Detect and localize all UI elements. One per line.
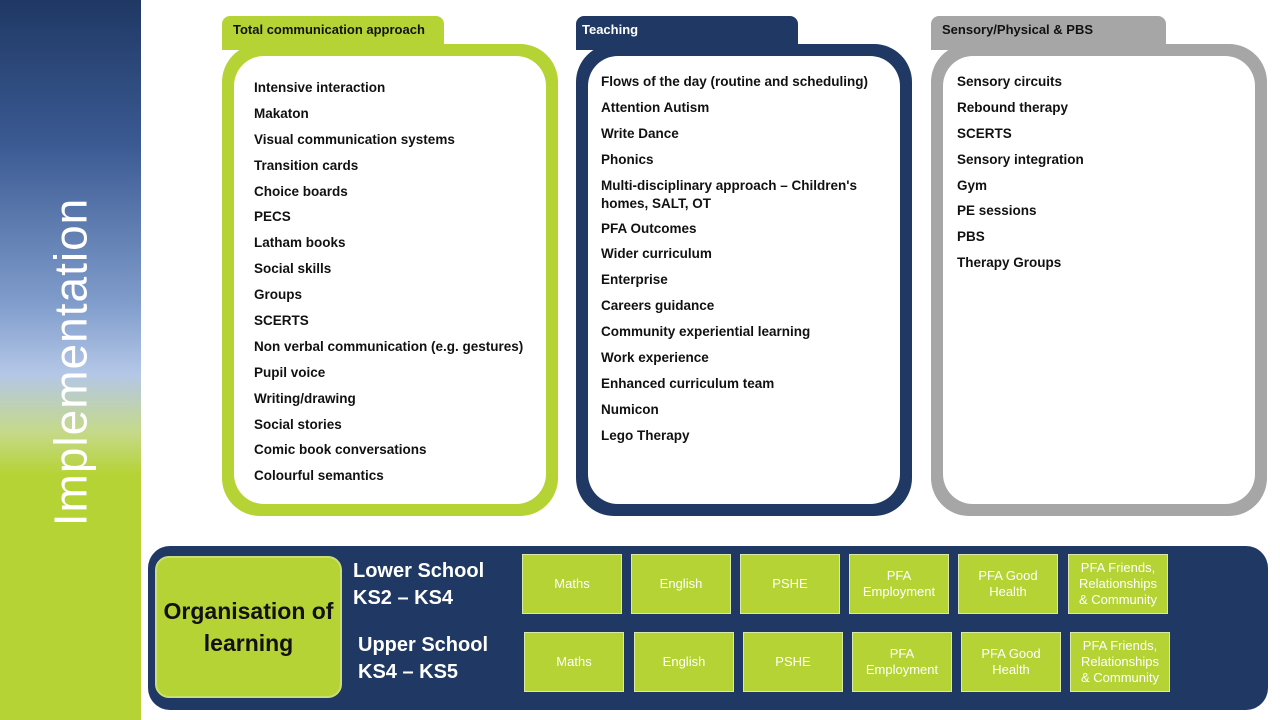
side-title: Implementation <box>44 197 97 527</box>
list-item: Community experiential learning <box>601 324 811 340</box>
subject-box <box>631 554 731 614</box>
subject-box <box>961 632 1061 692</box>
subject-box <box>1068 554 1168 614</box>
list-item: Comic book conversations <box>254 442 427 458</box>
teaching-list <box>601 69 891 449</box>
subject-box <box>958 554 1058 614</box>
list-item: Lego Therapy <box>601 427 690 443</box>
lower-school-label <box>353 558 484 612</box>
subject-label: PFA Employment <box>862 568 936 599</box>
subject-label: PFA Good Health <box>981 646 1041 677</box>
list-item: Wider curriculum <box>601 246 712 262</box>
list-item: Social stories <box>254 416 342 432</box>
list-item: Writing/drawing <box>254 390 356 406</box>
panel-sensory-physical-pbs <box>931 16 1267 516</box>
list-item: Multi-disciplinary approach – Children's homes, SALT, OT <box>601 177 858 211</box>
subject-label: English <box>662 654 706 669</box>
subject-box <box>743 632 843 692</box>
panel-title-teaching: Teaching <box>576 16 798 50</box>
list-item: Phonics <box>601 151 654 167</box>
list-item: Intensive interaction <box>254 80 386 95</box>
subject-box <box>634 632 734 692</box>
subject-label: PFA Good Health <box>978 568 1038 599</box>
subject-box <box>849 554 949 614</box>
list-item: Social skills <box>254 261 332 277</box>
list-item: Transition cards <box>254 157 359 173</box>
organisation-label: Organisation of learning <box>163 598 334 656</box>
list-item: Attention Autism <box>601 99 710 115</box>
list-item: Enterprise <box>601 272 668 288</box>
panel-title-sensory: Sensory/Physical & PBS <box>931 16 1166 50</box>
list-item: SCERTS <box>254 313 309 329</box>
row-name: Upper School <box>358 634 489 656</box>
list-item: Flows of the day (routine and scheduling) <box>601 74 869 89</box>
side-title-wrap <box>0 0 141 720</box>
subject-box <box>740 554 840 614</box>
panel-total-communication <box>222 16 558 516</box>
list-item: PFA Outcomes <box>601 220 697 236</box>
row-key-stages: KS2 – KS4 <box>353 587 454 609</box>
list-item: Colourful semantics <box>254 468 384 484</box>
organisation-of-learning-box <box>155 556 342 698</box>
list-item: Write Dance <box>601 125 679 141</box>
subject-label: PFA Employment <box>865 646 939 677</box>
subject-box <box>524 632 624 692</box>
list-item: Choice boards <box>254 183 348 199</box>
list-item: Careers guidance <box>601 298 715 314</box>
list-item: Therapy Groups <box>957 255 1062 271</box>
subject-label: Maths <box>554 576 590 591</box>
sensory-list <box>957 69 1247 276</box>
list-item: Pupil voice <box>254 364 326 380</box>
list-item: Makaton <box>254 105 309 121</box>
list-item: PECS <box>254 209 291 225</box>
list-item: Groups <box>254 287 303 303</box>
list-item: PBS <box>957 229 985 245</box>
panel-teaching <box>576 16 912 516</box>
subject-label: PSHE <box>775 654 811 669</box>
subject-box <box>522 554 622 614</box>
list-item: Latham books <box>254 235 346 251</box>
list-item: Sensory integration <box>957 151 1084 167</box>
subject-label: Maths <box>556 654 592 669</box>
list-item: Sensory circuits <box>957 74 1063 89</box>
list-item: Numicon <box>601 401 659 417</box>
subject-label: English <box>659 576 703 591</box>
list-item: Non verbal communication (e.g. gestures) <box>254 338 524 354</box>
list-item: Rebound therapy <box>957 99 1069 115</box>
list-item: Gym <box>957 177 988 193</box>
upper-school-label <box>358 632 488 686</box>
list-item: SCERTS <box>957 125 1012 141</box>
list-item: Work experience <box>601 350 709 366</box>
subject-label: PSHE <box>772 576 808 591</box>
list-item: Enhanced curriculum team <box>601 375 775 391</box>
row-name: Lower School <box>353 560 485 582</box>
subject-box <box>1070 632 1170 692</box>
list-item: PE sessions <box>957 203 1037 219</box>
subject-box <box>852 632 952 692</box>
list-item: Visual communication systems <box>254 131 455 147</box>
row-key-stages: KS4 – KS5 <box>358 661 459 683</box>
panel-title-communication: Total communication approach <box>222 16 444 50</box>
communication-list <box>254 75 554 489</box>
subject-label: PFA Friends, Relationships & Community <box>1080 638 1160 685</box>
subject-label: PFA Friends, Relationships & Community <box>1078 560 1158 607</box>
